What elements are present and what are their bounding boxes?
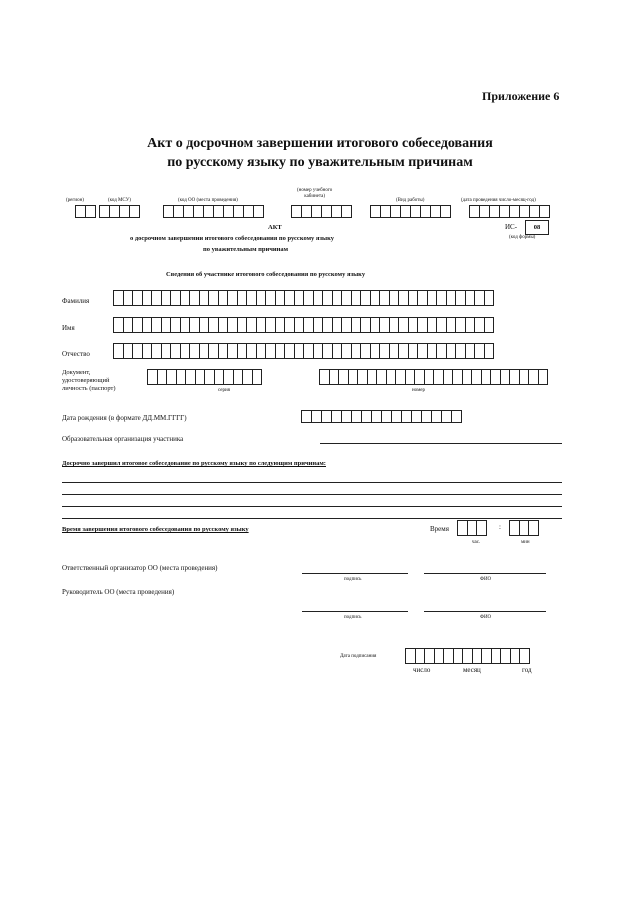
- cell[interactable]: [484, 290, 495, 306]
- document-label-line-2: удостоверяющий: [62, 377, 110, 384]
- cell[interactable]: [484, 343, 495, 359]
- cell[interactable]: [528, 520, 539, 536]
- cell[interactable]: [341, 205, 352, 218]
- cell[interactable]: [252, 369, 263, 385]
- day-cells[interactable]: [371, 205, 451, 218]
- time-label: Время: [430, 525, 449, 533]
- birth-date-label: Дата рождения (в формате ДД.ММ.ГГГГ): [62, 414, 187, 422]
- region-label: (регион): [66, 198, 84, 203]
- act-label: АКТ: [268, 224, 282, 231]
- birth-date-cells[interactable]: [302, 410, 462, 423]
- document-label: [62, 369, 116, 393]
- cell[interactable]: [519, 648, 530, 664]
- day-label: (Вид работы): [396, 198, 425, 203]
- cell[interactable]: [440, 205, 451, 218]
- head-signature-label: подпись: [344, 615, 362, 620]
- reason-line-4[interactable]: [62, 518, 562, 519]
- head-signature-line[interactable]: [302, 611, 408, 612]
- date-label: (дата проведения число-месяц-год): [461, 198, 536, 203]
- day-label-text: число: [413, 666, 431, 674]
- series-cells[interactable]: [148, 369, 262, 385]
- name-cells[interactable]: [114, 317, 494, 333]
- head-fio-label: ФИО: [480, 615, 492, 620]
- document-title: [0, 134, 640, 172]
- sign-date-cells[interactable]: [406, 648, 530, 664]
- reason-line-2[interactable]: [62, 494, 562, 495]
- hours-label: час.: [472, 540, 481, 545]
- head-label: Руководитель ОО (места проведения): [62, 588, 175, 596]
- oo-label: (код ОО (места проведения): [178, 198, 238, 203]
- room-label-line-2: кабинета): [304, 194, 326, 199]
- room-label: [297, 188, 332, 200]
- organizer-fio-line[interactable]: [424, 573, 546, 574]
- organizer-signature-label: подпись: [344, 577, 362, 582]
- minutes-cells[interactable]: [510, 520, 539, 536]
- cell[interactable]: [253, 205, 264, 218]
- organizer-fio-label: ФИО: [480, 577, 492, 582]
- cell[interactable]: [451, 410, 462, 423]
- surname-label: Фамилия: [62, 297, 90, 305]
- reason-line-3[interactable]: [62, 506, 562, 507]
- cell[interactable]: [85, 205, 96, 218]
- time-separator: :: [499, 523, 501, 531]
- sign-date-label: Дата подписания: [340, 654, 377, 659]
- org-label: Образовательная организация участника: [62, 435, 184, 443]
- cell[interactable]: [539, 205, 550, 218]
- title-line-2: по русскому языку по уважительным причинам: [167, 155, 473, 170]
- number-cells[interactable]: [320, 369, 548, 385]
- title-line-1: Акт о досрочном завершении итогового собеседования: [147, 136, 493, 151]
- document-label-line-3: личность (паспорт): [62, 385, 116, 392]
- reasons-heading: Досрочно завершил итоговое собеседование по русскому языку по следующим причинам:: [62, 460, 326, 467]
- form-code: 08: [525, 220, 549, 235]
- mgu-label: (код МСУ): [108, 198, 131, 203]
- series-label: серия: [218, 388, 230, 393]
- name-label: Имя: [62, 324, 75, 332]
- minutes-label: мин: [521, 540, 530, 545]
- room-label-line-1: (номер учебного: [297, 188, 333, 193]
- hours-cells[interactable]: [458, 520, 487, 536]
- form-code-label: (код формы): [509, 235, 536, 240]
- mgu-cells[interactable]: [100, 205, 140, 218]
- organizer-signature-line[interactable]: [302, 573, 408, 574]
- document-label-line-1: Документ,: [62, 369, 91, 376]
- room-cells[interactable]: [292, 205, 352, 218]
- cell[interactable]: [538, 369, 549, 385]
- month-label-text: месяц: [463, 666, 481, 674]
- number-label: номер: [412, 388, 425, 393]
- act-subtitle-2: по уважительным причинам: [203, 246, 289, 253]
- oo-cells[interactable]: [164, 205, 264, 218]
- cell[interactable]: [129, 205, 140, 218]
- org-line[interactable]: [320, 443, 562, 444]
- reason-line-1[interactable]: [62, 482, 562, 483]
- appendix-label: Приложение 6: [482, 89, 560, 103]
- patronymic-label: Отчество: [62, 350, 90, 358]
- participant-heading: Сведения об участнике итогового собеседования по русскому языку: [166, 271, 366, 278]
- region-cells[interactable]: [76, 205, 96, 218]
- patronymic-cells[interactable]: [114, 343, 494, 359]
- act-subtitle-1: о досрочном завершении итогового собеседования по русскому языку: [130, 235, 335, 242]
- head-fio-line[interactable]: [424, 611, 546, 612]
- cell[interactable]: [476, 520, 487, 536]
- organizer-label: Ответственный организатор ОО (места проведения): [62, 564, 218, 572]
- form-prefix: ИС-: [505, 223, 518, 231]
- cell[interactable]: [484, 317, 495, 333]
- date-cells[interactable]: [470, 205, 550, 218]
- finish-time-label: Время завершения итогового собеседования по русскому языку: [62, 526, 249, 533]
- year-label-text: год: [522, 666, 532, 674]
- surname-cells[interactable]: [114, 290, 494, 306]
